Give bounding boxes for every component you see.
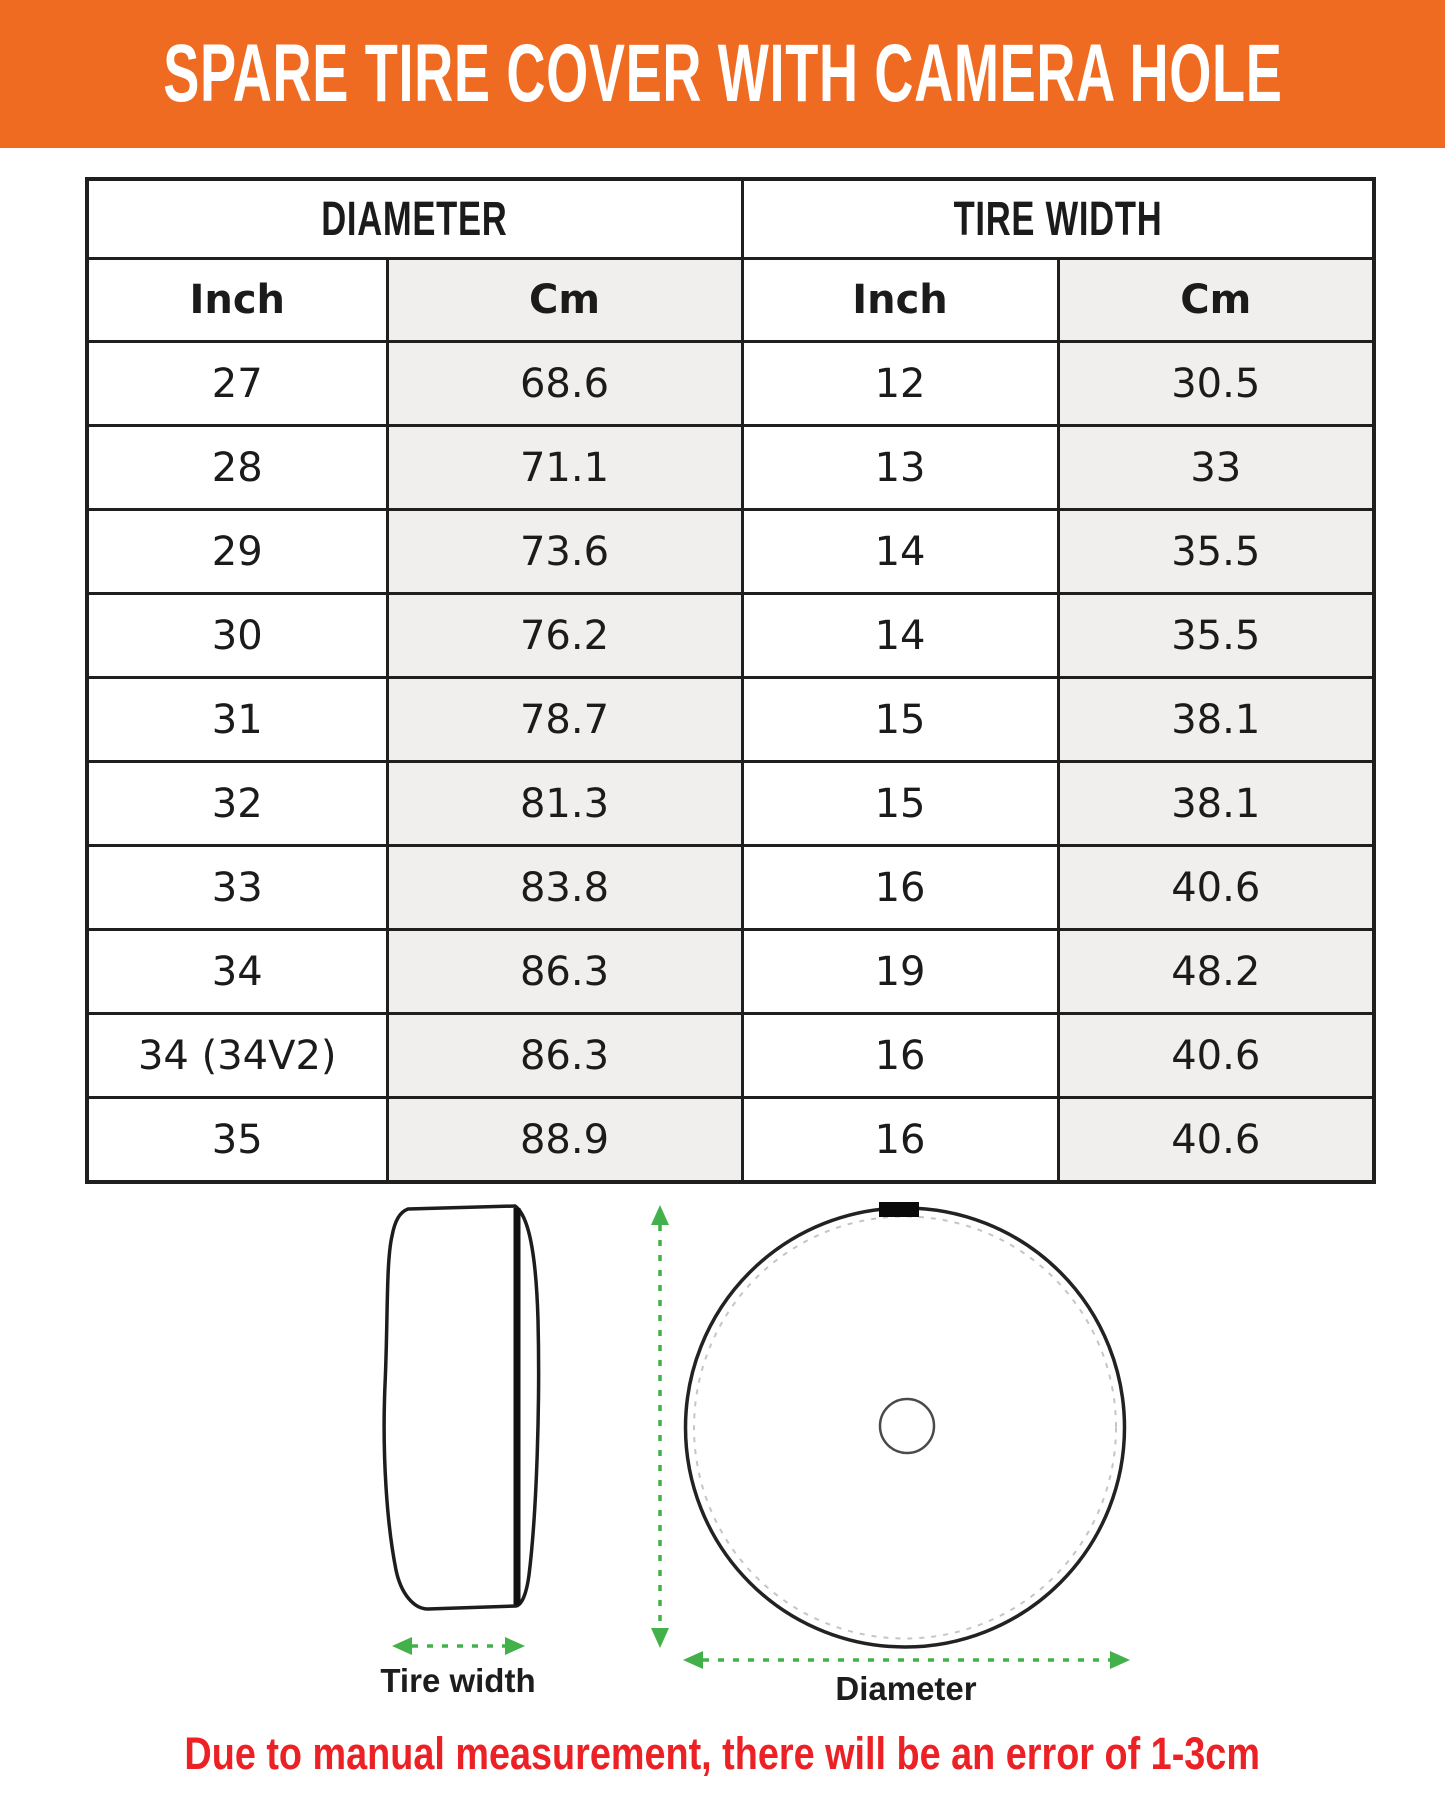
table-row	[87, 1098, 1374, 1183]
table-cell: 78.7	[387, 678, 742, 762]
table-cell: 68.6	[387, 342, 742, 426]
table-row	[87, 930, 1374, 1014]
diameter-cm-header: Cm	[387, 259, 742, 342]
table-cell: 13	[742, 426, 1058, 510]
table-row	[87, 846, 1374, 930]
table-cell: 30.5	[1058, 342, 1374, 426]
table-cell: 33	[87, 846, 387, 930]
table-row	[87, 1014, 1374, 1098]
diameter-label: Diameter	[835, 1670, 977, 1707]
sub-header-row	[87, 259, 1374, 342]
table-cell: 76.2	[387, 594, 742, 678]
diameter-inch-header: Inch	[87, 259, 387, 342]
table-cell: 14	[742, 510, 1058, 594]
measurement-note-text: Due to manual measurement, there will be an error of 1-3cm	[184, 1728, 1261, 1779]
title-banner	[0, 0, 1445, 148]
group-header-row	[87, 179, 1374, 259]
table-cell: 15	[742, 762, 1058, 846]
table-cell: 86.3	[387, 930, 742, 1014]
tire-width-arrow	[392, 1637, 525, 1655]
table-cell: 19	[742, 930, 1058, 1014]
table-cell: 38.1	[1058, 678, 1374, 762]
table-cell: 16	[742, 1098, 1058, 1183]
top-marker	[879, 1202, 919, 1217]
table-row	[87, 762, 1374, 846]
table-cell: 12	[742, 342, 1058, 426]
diameter-group-header	[87, 179, 742, 259]
width-cm-header: Cm	[1058, 259, 1374, 342]
width-inch-header: Inch	[742, 259, 1058, 342]
measurement-diagram	[0, 1180, 1445, 1690]
table-cell: 35	[87, 1098, 387, 1183]
diameter-group-label: DIAMETER	[321, 192, 508, 246]
page-title: SPARE TIRE COVER WITH CAMERA HOLE	[162, 28, 1283, 119]
table-cell: 71.1	[387, 426, 742, 510]
table-cell: 30	[87, 594, 387, 678]
table-cell: 15	[742, 678, 1058, 762]
table-cell: 88.9	[387, 1098, 742, 1183]
table-row	[87, 594, 1374, 678]
table-cell: 34	[87, 930, 387, 1014]
table-cell: 16	[742, 846, 1058, 930]
table-cell: 35.5	[1058, 594, 1374, 678]
table-cell: 40.6	[1058, 1098, 1374, 1183]
measurement-note	[0, 1728, 1445, 1780]
table-row	[87, 510, 1374, 594]
tire-width-group-header	[742, 179, 1374, 259]
table-cell: 29	[87, 510, 387, 594]
table-cell: 35.5	[1058, 510, 1374, 594]
tire-width-group-label: TIRE WIDTH	[953, 192, 1163, 246]
size-table-body	[87, 342, 1374, 1183]
diameter-vertical-arrow	[651, 1205, 669, 1648]
table-cell: 48.2	[1058, 930, 1374, 1014]
table-cell: 16	[742, 1014, 1058, 1098]
tire-width-label: Tire width	[380, 1662, 536, 1699]
table-cell: 81.3	[387, 762, 742, 846]
table-cell: 40.6	[1058, 1014, 1374, 1098]
table-row	[87, 426, 1374, 510]
table-cell: 27	[87, 342, 387, 426]
table-cell: 83.8	[387, 846, 742, 930]
table-cell: 38.1	[1058, 762, 1374, 846]
diameter-arrow	[683, 1651, 1130, 1669]
table-cell: 34 (34V2)	[87, 1014, 387, 1098]
table-row	[87, 342, 1374, 426]
table-cell: 86.3	[387, 1014, 742, 1098]
table-cell: 28	[87, 426, 387, 510]
table-cell: 73.6	[387, 510, 742, 594]
table-cell: 32	[87, 762, 387, 846]
camera-hole	[880, 1399, 934, 1453]
table-row	[87, 678, 1374, 762]
table-cell: 14	[742, 594, 1058, 678]
table-cell: 40.6	[1058, 846, 1374, 930]
table-cell: 33	[1058, 426, 1374, 510]
size-table-head	[87, 179, 1374, 342]
size-table	[85, 177, 1376, 1184]
table-cell: 31	[87, 678, 387, 762]
